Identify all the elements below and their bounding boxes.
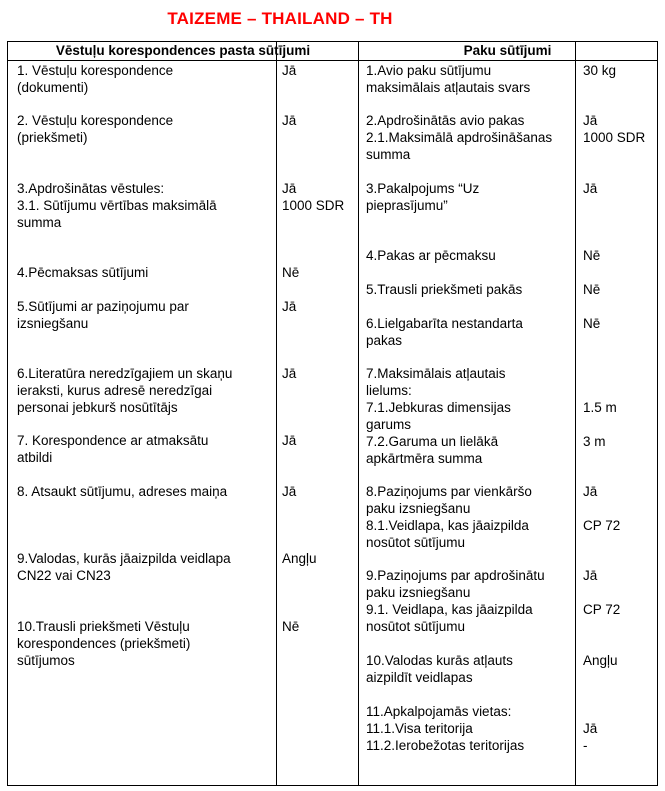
parcels-item-value: 30 kg bbox=[583, 63, 617, 78]
parcels-item-value: Jā bbox=[583, 181, 598, 196]
letters-item-label: 10.Trausli priekšmeti Vēstuļu korespondences (priekšmeti) sūtījumos bbox=[17, 619, 191, 668]
letters-item-value: Jā bbox=[282, 113, 297, 128]
letters-item-label: 9.Valodas, kurās jāaizpilda veidlapa CN22 vai CN23 bbox=[17, 551, 231, 583]
parcels-item-label: 5.Trausli priekšmeti pakās bbox=[366, 282, 523, 297]
parcels-item-value: Jā CP 72 bbox=[583, 568, 621, 617]
letters-item-value: Jā bbox=[282, 299, 297, 314]
letters-item-value: Angļu bbox=[282, 551, 317, 566]
parcels-item-value: Nē bbox=[583, 316, 601, 331]
column-divider bbox=[575, 42, 576, 785]
letters-item-label: 7. Korespondence ar atmaksātu atbildi bbox=[17, 433, 209, 465]
letters-item-label: 2. Vēstuļu korespondence (priekšmeti) bbox=[17, 113, 174, 145]
letters-item-value: Jā bbox=[282, 484, 297, 499]
parcels-item-label: 1.Avio paku sūtījumu maksimālais atļautais svars bbox=[366, 63, 531, 95]
parcels-item-value: Jā CP 72 bbox=[583, 484, 621, 533]
letters-item-label: 1. Vēstuļu korespondence (dokumenti) bbox=[17, 63, 174, 95]
parcels-item-value: Nē bbox=[583, 282, 601, 297]
letters-item-value: Jā bbox=[282, 63, 297, 78]
parcels-item-value: 1.5 m 3 m bbox=[583, 400, 617, 449]
column-divider bbox=[276, 42, 277, 785]
letters-item-value: Nē bbox=[282, 265, 300, 280]
letters-item-value: Nē bbox=[282, 619, 300, 634]
services-table bbox=[7, 41, 658, 786]
letters-item-value: Jā bbox=[282, 433, 297, 448]
letters-item-label: 6.Literatūra neredzīgajiem un skaņu ieraksti, kurus adresē neredzīgai personai jebkurš nosūtītājs bbox=[17, 366, 233, 415]
parcels-item-value: Angļu bbox=[583, 653, 618, 668]
letters-item-label: 4.Pēcmaksas sūtījumi bbox=[17, 265, 149, 280]
page-title: TAIZEME – THAILAND – TH bbox=[167, 9, 393, 28]
parcels-item-label: 4.Pakas ar pēcmaksu bbox=[366, 248, 496, 263]
letters-item-label: 3.Apdrošinātas vēstules: 3.1. Sūtījumu vērtības maksimālā summa bbox=[17, 181, 217, 230]
parcels-item-label: 8.Paziņojums par vienkāršo paku izsniegšanu 8.1.Veidlapa, kas jāaizpilda nosūtot sūtījumu bbox=[366, 484, 532, 550]
parcels-item-label: 7.Maksimālais atļautais lielums: 7.1.Jebkuras dimensijas garums 7.2.Garuma un lielākā apkārtmēra summa bbox=[366, 366, 511, 466]
parcels-item-label: 9.Paziņojums par apdrošinātu paku izsniegšanu 9.1. Veidlapa, kas jāaizpilda nosūtot sūtījumu bbox=[366, 568, 545, 634]
parcels-item-label: 2.Apdrošinātās avio pakas 2.1.Maksimālā apdrošināšanas summa bbox=[366, 113, 553, 162]
parcels-item-label: 10.Valodas kurās atļauts aizpildīt veidlapas bbox=[366, 653, 513, 685]
parcels-header: Paku sūtījumi bbox=[463, 43, 552, 58]
parcels-item-label: 11.Apkalpojamās vietas: 11.1.Visa teritorija 11.2.Ierobežotas teritorijas bbox=[366, 704, 525, 753]
column-divider bbox=[358, 42, 359, 785]
letters-header: Vēstuļu korespondences pasta sūtījumi bbox=[55, 43, 311, 58]
letters-item-value: Jā bbox=[282, 366, 297, 381]
letters-item-label: 5.Sūtījumi ar paziņojumu par izsniegšanu bbox=[17, 299, 189, 331]
parcels-item-value: Jā 1000 SDR bbox=[583, 113, 646, 145]
letters-item-label: 8. Atsaukt sūtījumu, adreses maiņa bbox=[17, 484, 228, 499]
parcels-item-value: Jā - bbox=[583, 721, 598, 753]
parcels-item-label: 3.Pakalpojums “Uz pieprasījumu” bbox=[366, 181, 480, 213]
header-divider bbox=[8, 60, 657, 61]
parcels-item-label: 6.Lielgabarīta nestandarta pakas bbox=[366, 316, 523, 348]
letters-item-value: Jā 1000 SDR bbox=[282, 181, 345, 213]
parcels-item-value: Nē bbox=[583, 248, 601, 263]
